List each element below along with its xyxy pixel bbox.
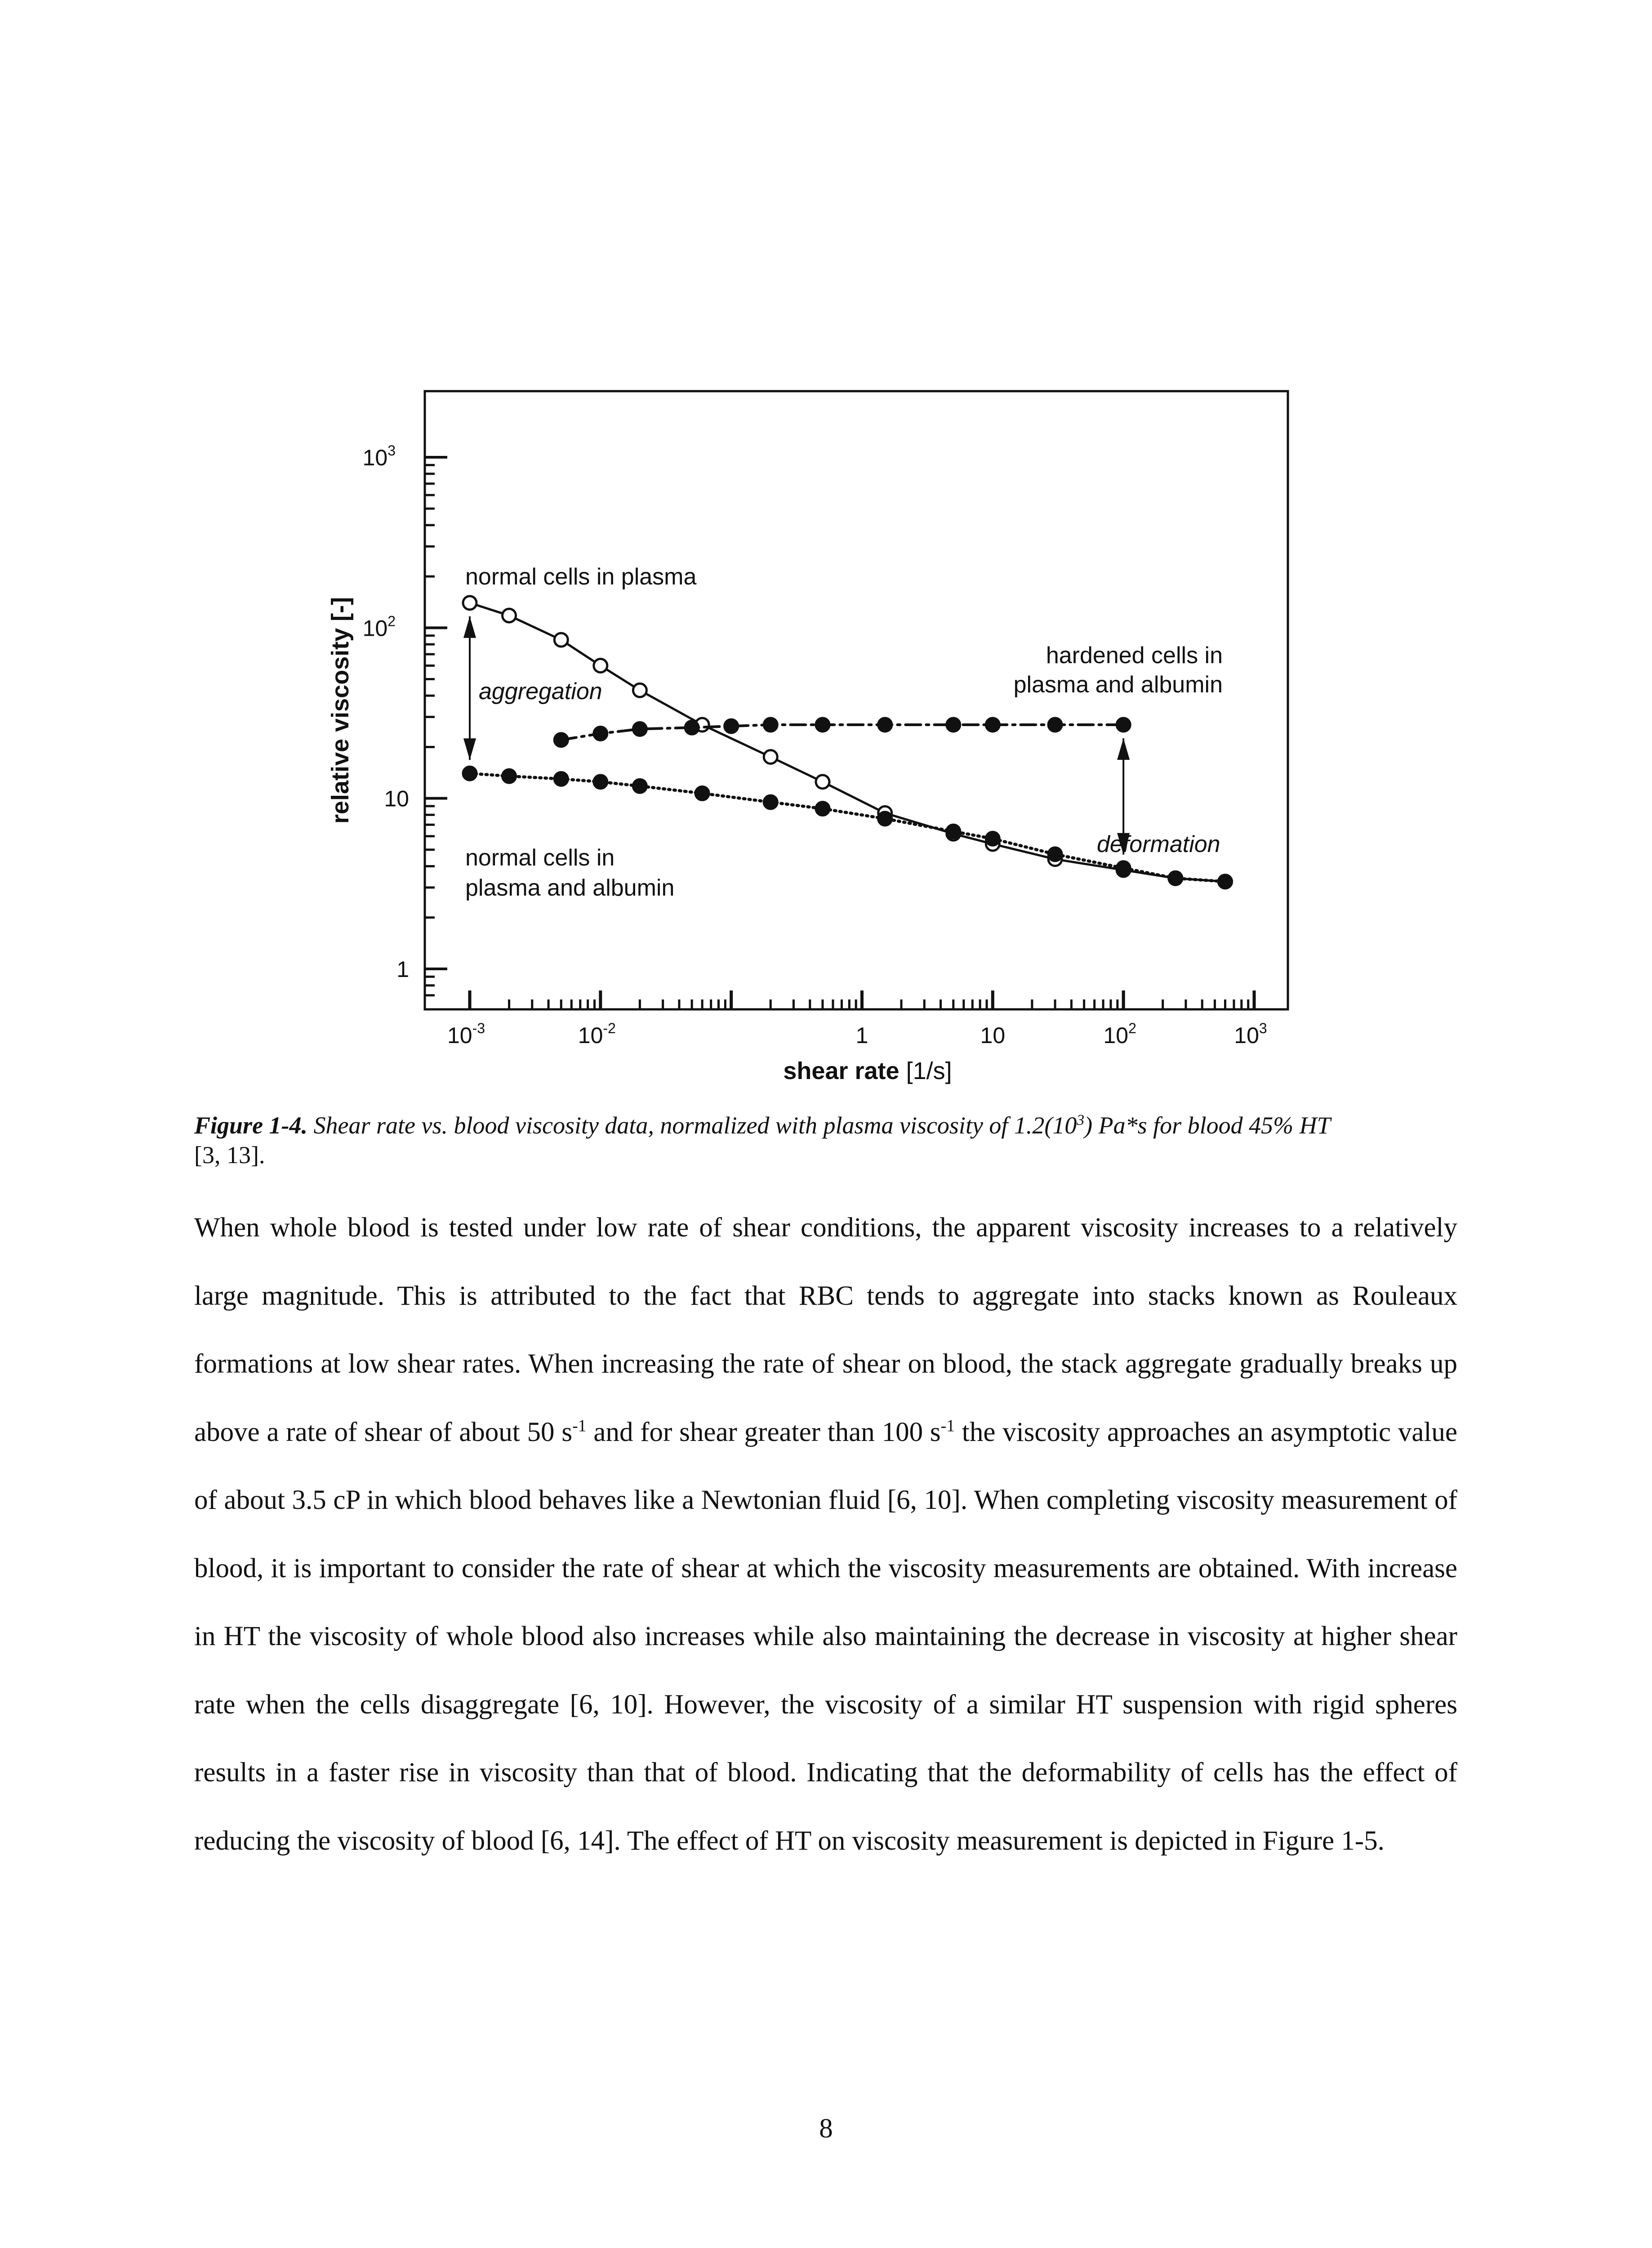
x-tick-label: $10^{-3}$: [447, 1020, 485, 1048]
paragraph-text-2: and for shear greater than 100 s: [586, 1417, 941, 1447]
data-point-1: [816, 775, 829, 789]
data-point-2: [554, 772, 568, 785]
deformation-arrow-head-top: [1117, 738, 1130, 760]
data-point-1: [764, 750, 777, 763]
caption-superscript: 3: [1077, 1112, 1085, 1128]
annotation-label: aggregation: [479, 678, 602, 705]
data-point-1: [594, 659, 607, 672]
x-tick-label: $10^3$: [1234, 1020, 1267, 1048]
data-point-3: [554, 733, 568, 747]
annotation-label: normal cells in: [465, 845, 615, 871]
y-axis-label: relative viscosity [-]: [327, 597, 354, 824]
annotation-label: plasma and albumin: [1013, 672, 1223, 698]
annotation-label: hardened cells in: [1046, 642, 1223, 669]
data-point-3: [764, 718, 777, 731]
data-point-3: [986, 718, 999, 731]
data-point-3: [725, 719, 738, 733]
data-point-1: [554, 633, 568, 647]
x-tick-label: $10^2$: [1103, 1020, 1136, 1048]
data-point-2: [503, 769, 516, 783]
caption-label: Figure 1-4.: [194, 1112, 308, 1139]
y-tick-label: 1: [396, 957, 409, 982]
data-point-3: [816, 718, 829, 731]
caption-text-end: ) Pa*s for blood 45% HT: [1084, 1112, 1331, 1139]
x-tick-label: 10: [980, 1023, 1006, 1048]
caption-citation: [3, 13].: [194, 1142, 265, 1169]
caption-text: Shear rate vs. blood viscosity data, normalized with plasma viscosity of 1.2(10: [307, 1112, 1077, 1139]
viscosity-chart: [315, 378, 1349, 1106]
data-point-2: [947, 825, 960, 838]
data-point-3: [878, 718, 892, 731]
data-point-2: [594, 775, 607, 789]
data-point-3: [594, 727, 607, 740]
data-point-3: [633, 722, 646, 736]
body-paragraph: [194, 1194, 1457, 1875]
data-point-2: [816, 802, 829, 816]
annotation-label: deformation: [1097, 831, 1220, 857]
y-tick-label: $10^3$: [362, 442, 396, 470]
data-point-2: [1169, 871, 1182, 885]
data-point-2: [695, 787, 709, 800]
superscript-2: -1: [940, 1416, 955, 1436]
annotation-label: normal cells in plasma: [465, 564, 697, 590]
figure-1-4: [315, 378, 1349, 1106]
annotation-label: plasma and albumin: [465, 875, 675, 901]
data-point-2: [878, 812, 892, 825]
data-point-2: [1218, 875, 1232, 888]
x-tick-label: 1: [855, 1023, 868, 1048]
data-point-3: [1048, 718, 1062, 731]
data-point-3: [1117, 718, 1130, 731]
data-point-2: [1048, 847, 1062, 861]
page-number: 8: [819, 2114, 833, 2144]
data-point-3: [685, 721, 699, 734]
data-point-1: [633, 683, 646, 697]
data-point-2: [1117, 861, 1130, 875]
y-tick-label: 10: [384, 786, 409, 812]
data-point-2: [764, 795, 777, 809]
data-point-2: [463, 767, 476, 780]
x-axis-label: shear rate [1/s]: [783, 1057, 952, 1084]
data-point-2: [633, 779, 646, 793]
superscript-1: -1: [572, 1416, 587, 1436]
data-point-3: [947, 718, 960, 731]
aggregation-arrow-head-top: [463, 616, 476, 638]
y-tick-label: $10^2$: [362, 613, 396, 641]
aggregation-arrow-head-bottom: [463, 738, 476, 760]
figure-caption: [194, 1111, 1457, 1170]
x-tick-label: $10^{-2}$: [578, 1020, 616, 1048]
data-point-1: [503, 609, 516, 622]
data-point-1: [463, 596, 476, 610]
paragraph-text-3: the viscosity approaches an asymptotic value of about 3.5 cP in which blood behaves like a Newtonian fluid [6, 10]. When completing viscosity measurement of blood, it is important to consider the rate of shear at which the viscosity measurements are obtained. With increase in HT the viscosity of whole blood also increases while also maintaining the decrease in viscosity at higher shear rate when the cells disaggregate [6, 10]. However, the viscosity of a similar HT suspension with rigid spheres results in a faster rise in viscosity than that of blood. Indicating that the deformability of cells has the effect of reducing the viscosity of blood [6, 14]. The effect of HT on viscosity measurement is depicted in Figure 1-5.: [194, 1417, 1457, 1856]
data-point-2: [986, 832, 999, 845]
paragraph-text-1: When whole blood is tested under low rate of shear conditions, the apparent viscosity increases to a relatively large magnitude. This is attributed to the fact that RBC tends to aggregate into stacks known as Rouleaux formations at low shear rates. When increasing the rate of shear on blood, the stack aggregate gradually breaks up above a rate of shear of about 50 s: [194, 1213, 1457, 1447]
